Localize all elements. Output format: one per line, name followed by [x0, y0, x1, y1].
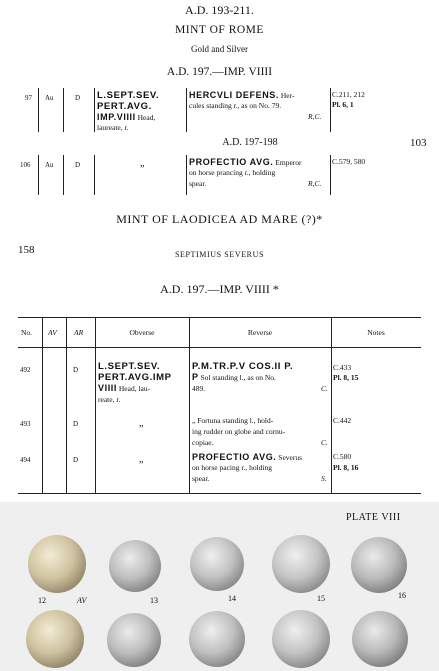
coin-reverse-15 [272, 610, 330, 668]
coin-reverse-14 [189, 611, 245, 667]
ditto-mark: „ [140, 158, 145, 169]
rarity: R,C. [308, 112, 322, 121]
metals-subtitle: Gold and Silver [191, 44, 248, 54]
rarity: C. [321, 438, 328, 447]
table-bottom-rule [18, 493, 421, 494]
reverse-description: Her- [279, 91, 295, 100]
reverse-description: cules standing r., as on No. 79. [189, 101, 282, 110]
entry-number: 106 [20, 161, 31, 169]
plate-label: 14 [228, 594, 236, 603]
reference: C.579, 580 [332, 157, 366, 166]
laodicea-section-heading: A.D. 197.—IMP. VIIII * [160, 282, 279, 296]
column-divider [42, 317, 43, 493]
obverse-description: laureate, r. [97, 123, 129, 132]
entry-number: 97 [25, 94, 32, 102]
entry-number: 492 [20, 366, 31, 374]
entry-number: 493 [20, 420, 31, 428]
plate-label: 15 [317, 594, 325, 603]
ditto-mark: „ [139, 418, 144, 429]
header-notes: Notes [367, 328, 385, 337]
denomination-cell: D [73, 366, 79, 374]
rarity: S. [321, 474, 327, 483]
reverse-legend-caps: HERCVLI DEFENS. [189, 90, 280, 100]
obverse-legend: PERT.AVG.IMP [98, 372, 172, 383]
column-divider [189, 317, 190, 493]
coin-obverse-16 [351, 537, 407, 593]
coin-obverse-12 [28, 535, 86, 593]
coin-reverse-16 [352, 611, 408, 667]
table-header-rule [18, 347, 421, 348]
obverse-legend-caps: IMP.VIIII [97, 112, 136, 122]
subheading-197-198: A.D. 197-198 [222, 137, 278, 148]
column-divider [186, 155, 187, 195]
denomination-cell: D [75, 161, 81, 169]
reverse-description: 489. [192, 384, 206, 393]
reverse-description: spear. [189, 179, 207, 188]
reverse-legend [192, 452, 302, 462]
obverse-legend: PERT.AVG. [97, 101, 152, 112]
plate-reference: Pl. 8, 16 [333, 463, 359, 472]
reverse-description: copiae. [192, 438, 214, 447]
column-divider [330, 88, 331, 132]
obverse-description: Head, lau- [117, 384, 151, 393]
date-range-heading: A.D. 193-211. [185, 3, 254, 17]
reverse-legend-caps: P [192, 372, 199, 382]
reverse-description: Emperor [273, 158, 302, 167]
obverse-description: reate, r. [98, 395, 121, 404]
column-divider [331, 317, 332, 493]
reverse-description: spear. [192, 474, 210, 483]
column-divider [330, 155, 331, 195]
plate-label: 16 [398, 591, 406, 600]
obverse-legend: L.SEPT.SEV. [97, 90, 160, 101]
reverse-legend [189, 157, 302, 167]
denomination-cell: D [75, 94, 81, 102]
column-divider [38, 88, 39, 132]
denomination-cell: D [73, 456, 79, 464]
column-divider [66, 317, 67, 493]
plate-label-metal: AV [77, 596, 87, 605]
column-divider [63, 155, 64, 195]
coin-obverse-15 [272, 535, 330, 593]
obverse-legend-caps: VIIII [98, 383, 118, 393]
column-divider [94, 155, 95, 195]
reverse-legend [192, 372, 276, 382]
header-reverse: Reverse [247, 328, 273, 337]
coin-reverse-13 [107, 613, 161, 667]
plate-label: 13 [150, 596, 158, 605]
rarity: R,C. [308, 179, 322, 188]
obverse-legend [97, 112, 155, 122]
reverse-description: ing rudder on globe and cornu- [192, 427, 286, 436]
reverse-description: Severus [276, 453, 303, 462]
plate-reference: Pl. 8, 15 [333, 373, 359, 382]
reference: C.442 [333, 416, 352, 425]
header-obverse: Obverse [129, 328, 155, 337]
reverse-legend [189, 90, 294, 100]
reference: C.580 [333, 452, 352, 461]
reverse-description: Sol standing l., as on No. [198, 373, 276, 382]
ditto-mark: „ [139, 454, 144, 465]
header-no: No. [21, 328, 33, 337]
column-divider [63, 88, 64, 132]
coin-obverse-14 [190, 537, 244, 591]
emperor-heading: SEPTIMIUS SEVERUS [174, 250, 265, 259]
denomination-cell: D [73, 420, 79, 428]
reverse-legend-caps: PROFECTIO AVG. [192, 452, 277, 462]
column-divider [38, 155, 39, 195]
obverse-legend [98, 383, 150, 393]
column-divider [94, 88, 95, 132]
plate-reference: Pl. 6, 1 [332, 100, 354, 109]
reference: C.433 [333, 363, 352, 372]
mint-title: MINT OF ROME [175, 24, 264, 36]
reference: C.211, 212 [332, 90, 365, 99]
obverse-legend: L.SEPT.SEV. [98, 361, 161, 372]
reverse-description: on horse prancing r., holding [189, 168, 276, 177]
entry-number: 494 [20, 456, 31, 464]
page-number: 103 [410, 137, 427, 149]
section-heading: A.D. 197.—IMP. VIIII [166, 66, 273, 78]
margin-number: 158 [18, 244, 35, 256]
metal-cell: Au [45, 94, 54, 102]
reverse-description: „ Fortuna standing l., hold- [192, 416, 274, 425]
metal-cell: Au [45, 161, 54, 169]
rarity: C. [321, 384, 328, 393]
obverse-description: Head, [135, 113, 156, 122]
plate-title: PLATE VIII [346, 512, 401, 523]
header-ar: AR [74, 328, 84, 337]
table-top-rule [18, 317, 421, 318]
reverse-legend-caps: PROFECTIO AVG. [189, 157, 274, 167]
header-av: AV [48, 328, 57, 337]
reverse-legend: P.M.TR.P.V COS.II P. [192, 361, 294, 372]
laodicea-mint-title: MINT OF LAODICEA AD MARE (?)* [116, 212, 323, 226]
coin-reverse-12 [26, 610, 84, 668]
column-divider [186, 88, 187, 132]
plate-label: 12 [38, 596, 46, 605]
reverse-description: on horse pacing r., holding [192, 463, 272, 472]
column-divider [95, 317, 96, 493]
coin-obverse-13 [109, 540, 161, 592]
